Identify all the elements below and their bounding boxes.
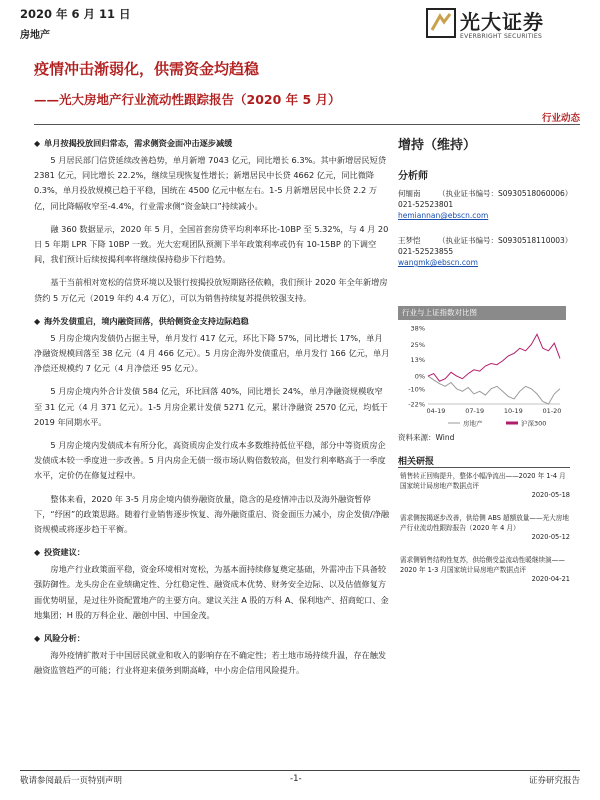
diamond-bullet-icon: ◆ [34,139,41,148]
diamond-bullet-icon: ◆ [34,634,41,644]
paragraph: 海外疫情扩散对于中国居民就业和收入的影响存在不确定性；若土地市场持续升温，存在触发融资监管趋严的可能；行业将迎来债务到期高峰，中小房企信用风险提升。 [34,650,387,676]
section-heading: ◆ 风险分析： [34,631,390,646]
x-tick-label: 07-19 [465,407,485,415]
comparison-chart [398,306,566,434]
related-title: 销售转正回购提升，整体小幅净流出——2020 年 1-4 月国家统计局房地产数据点评 [400,472,566,490]
series-line-csi300 [428,334,560,381]
x-tick-label: 01-20 [542,407,562,415]
paragraph: 房地产行业政策面平稳，资金环境相对宽松，为基本面持续修复奠定基础，外需冲击下具备较强防御性。龙头房企在业绩确定性、分红稳定性、融资成本优势、财务安全边际、以及估值修复方面优势明显，是过往外资配置地产的主要方向。建议关注 A 股的万科 A、保利地产、招商蛇口、金地集团；H 股的万科企业、融创中国、中国金茂。 [34,564,389,620]
analyst-cert: （执业证书编号：S0930518110003） [438,236,573,245]
paragraph: 5 月居民部门信贷延续改善趋势，单月新增 7043 亿元，同比增长 6.3%。其中新增居民短贷 2381 亿元，同比增长 22.2%，继续呈现恢复性增长；新增居民中长贷 4662 亿元，同比微降 0.3%，单月投放规模已趋于平稳，国统在 4500 亿元中枢左右。1-5 月新增居民中长贷 2.2 万亿，同比降幅收窄至-4.4%，行业需求侧“资金缺口”持续减小。 [34,155,387,211]
paragraph: 5 月房企境内发债成本有所分化，高资质房企发行成本多数维持低位平稳，部分中等资质房企发债成本较一季度进一步改善。5 月内房企无债一级市场认购倍数较高，但发行利率略高于一季度水平，定价仍在修复过程中。 [34,440,386,481]
analyst-email-link[interactable]: wangmk@ebscn.com [398,258,478,267]
analyst-phone: 021-52523855 [398,247,454,256]
page-subtitle: ——光大房地产行业流动性跟踪报告（2020 年 5 月） [34,92,341,107]
related-title: 需求侧按揭逐步改善，供给侧 ABS 超额放量——光大房地产行业流动性跟踪报告（2020 年 4 月） [400,514,569,532]
analyst-block [398,188,580,221]
y-tick-label: -10% [408,385,425,394]
series-line-real-estate [428,376,560,404]
chart-svg [398,320,566,434]
paragraph: 基于当前相对宽松的信贷环境以及银行按揭投放短期路径依赖，我们预计 2020 年全年新增房贷约 5 万亿元（2019 年约 4.4 万亿），可以为销售持续复苏提供较强支持。 [34,277,388,303]
y-tick-label: 38% [410,324,425,333]
analyst-phone: 021-52523801 [398,200,454,209]
main-body [34,134,390,686]
section-heading: ◆ 海外发债重启，境内融资回落，供给侧资金支持边际趋稳 [34,314,390,329]
logo-mark-icon [426,8,456,38]
report-date: 2020 年 6 月 11 日 [20,7,131,21]
analyst-block [398,235,580,268]
rating: 增持（维持） [398,138,477,153]
related-heading: 相关研报 [398,457,435,467]
analyst-cert: （执业证书编号：S0930518060006） [438,189,573,198]
y-tick-label: -22% [408,400,425,409]
chart-title: 行业与上证指数对比图 [398,306,566,320]
paragraph: 5 月房企境内发债仍占据主导，单月发行 417 亿元，环比下降 57%，同比增长 17%，单月净融资规模回落至 38 亿元（4 月 466 亿元）。5 月房企海外发债重启，单月发行 166 亿元，单月净偿还规模约 7 亿元（4 月净偿还 95 亿元）。 [34,332,390,374]
analyst-name: 王梦恺 [398,236,421,245]
related-report[interactable] [400,472,570,501]
legend-label: 沪深300 [521,419,547,428]
diamond-bullet-icon: ◆ [34,316,41,326]
sidebar [390,134,580,268]
related-title: 需求侧销售结构性复苏，供给侧受益流动性暖继续演——2020 年 1-3 月国家统计局房地产数据点评 [400,556,565,574]
x-tick-label: 10-19 [503,407,523,415]
chart-source: 资料来源：Wind [398,433,455,442]
paragraph: 融 360 数据显示，2020 年 5 月，全国首套房贷平均利率环比-10BP 至 5.32%，与 4 月 20 日 5 年期 LPR 下降 10BP 一致。光大宏观团队预测下半年政策利率或仍有 10-15BP 的下调空间，我们预计后续按揭利率将继续保持稳步下行趋势。 [34,223,389,265]
paragraph: 整体来看，2020 年 3-5 月房企境内债券融资放量，隐含的是疫情冲击以及海外融资暂停下，“纾困”的政策思路。随着行业销售逐步恢复、海外融资重启、资金面压力减小，房企发债/净融资规模或将逐步趋于平衡。 [34,493,390,535]
y-tick-label: 25% [410,340,425,349]
related-report[interactable] [400,556,570,585]
paragraph: 5 月房企境内外合计发债 584 亿元，环比回落 40%，同比增长 24%，单月净融资规模收窄至 31 亿元（4 月 371 亿元）。1-5 月房企累计发债 5271 亿元，累计净融资 2570 亿元，均低于 2019 年同期水平。 [34,386,388,427]
analyst-email-link[interactable]: hemiannan@ebscn.com [398,211,489,220]
related-date: 2020-05-12 [531,533,570,541]
section-heading: ◆ 单月按揭投放回归常态，需求侧资金面冲击逐步减缓 [34,136,390,151]
related-divider [398,467,570,468]
y-tick-label: 13% [410,356,425,365]
diamond-bullet-icon: ◆ [34,548,41,558]
footer-divider [20,770,580,771]
logo-english: EVERBRIGHT SECURITIES [460,33,543,40]
page-title: 疫情冲击渐弱化，供需资金均趋稳 [34,60,260,78]
related-report[interactable] [400,514,570,543]
analyst-heading: 分析师 [398,171,428,182]
analyst-name: 何缅南 [398,189,421,198]
related-date: 2020-04-21 [531,575,570,583]
header-divider [34,124,580,125]
x-tick-label: 04-19 [426,407,446,415]
report-type-tag: 行业动态 [541,113,580,124]
page-number: -1- [290,774,302,784]
y-tick-label: 0% [414,372,425,381]
logo-text: 光大证券 [460,10,544,34]
related-date: 2020-05-18 [531,491,570,499]
company-logo [426,6,576,44]
footer-disclaimer: 敬请参阅最后一页特别声明 [20,776,123,786]
footer-brand: 证券研究报告 [528,776,580,786]
section-heading: ◆ 投资建议： [34,545,390,560]
sector-label: 房地产 [20,30,50,41]
legend-label: 房地产 [463,419,483,428]
